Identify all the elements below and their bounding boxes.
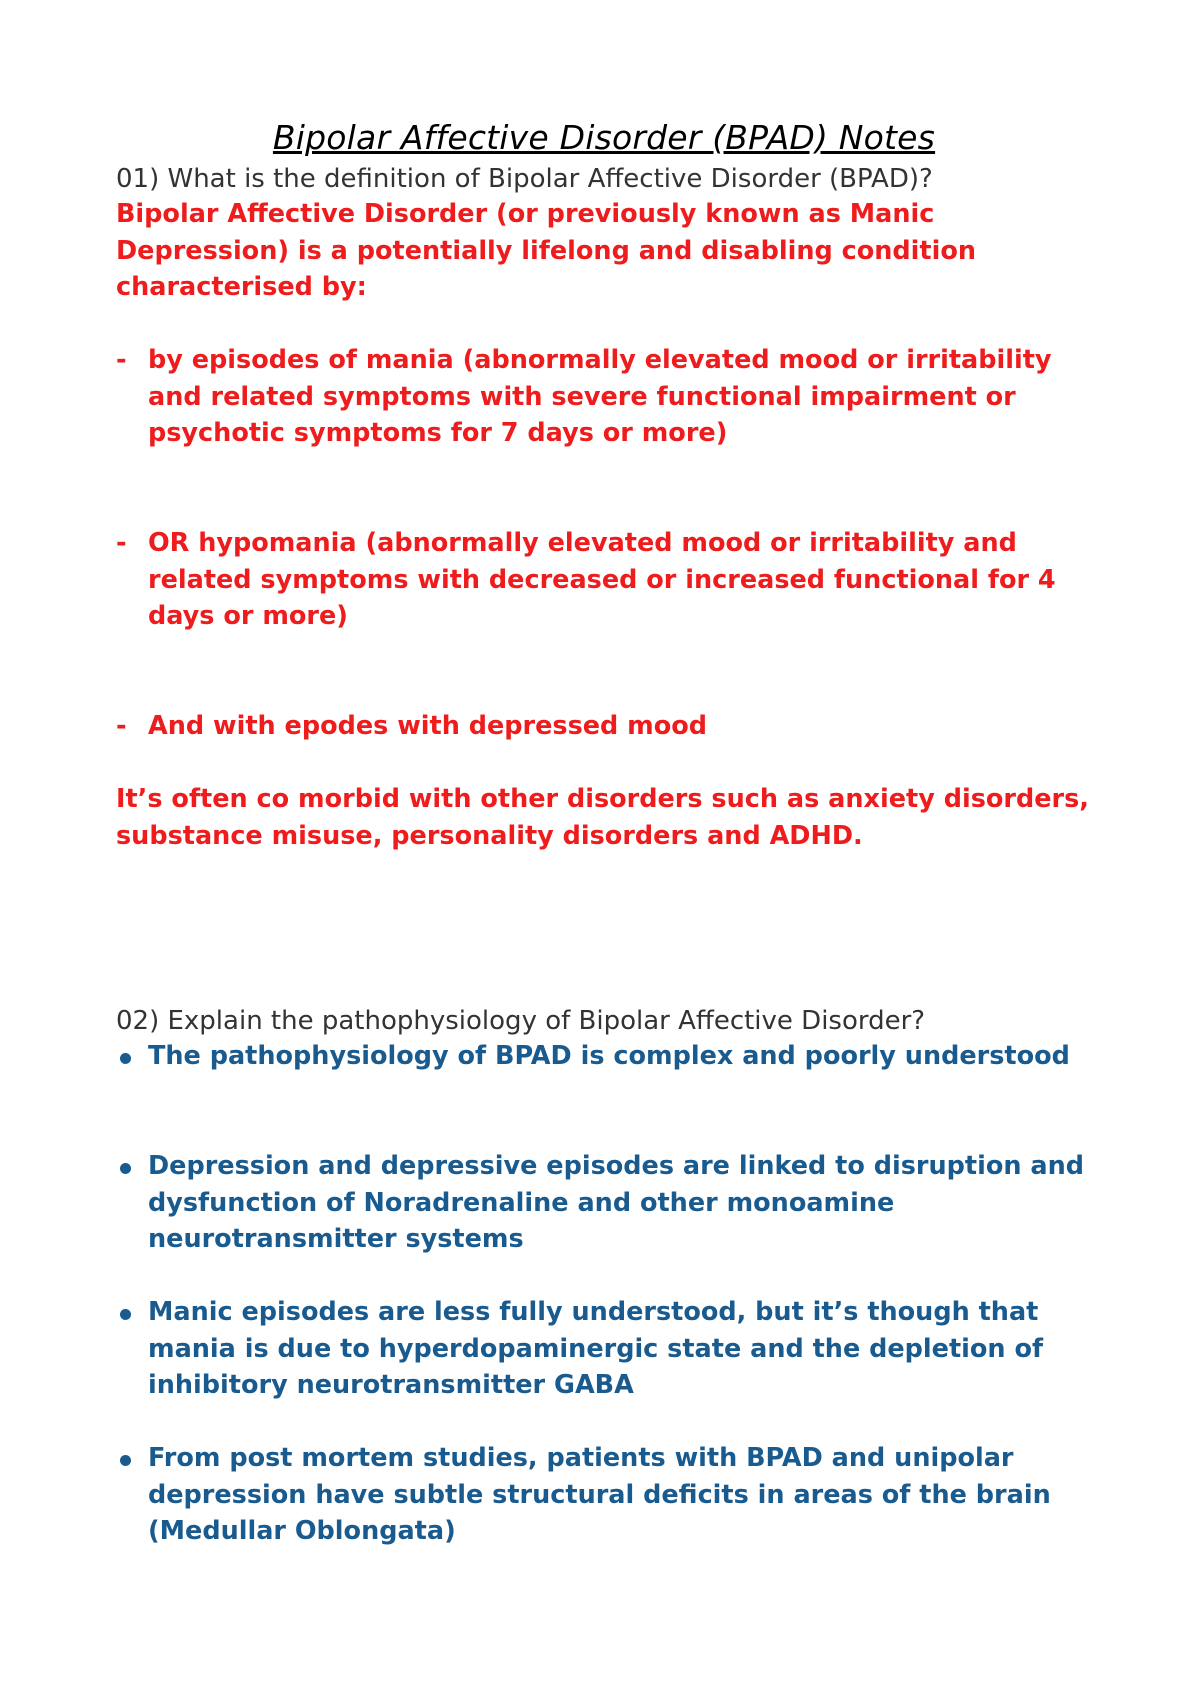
bullet-dot-icon [120, 1309, 131, 1320]
q1-comorbid-paragraph: It’s often co morbid with other disorders such as anxiety disorders, substance misuse, personality disorders and ADHD. [116, 784, 1089, 851]
bullet-item-text: Depression and depressive episodes are linked to disruption and dysfunction of Noradrenaline and other monoamine neurotransmitter systems [148, 1151, 1085, 1254]
question-1: 01) What is the definition of Bipolar Affective Disorder (BPAD)? [116, 164, 933, 194]
q2-bullet-item [116, 1294, 1106, 1404]
bullet-dot-icon [120, 1163, 131, 1174]
dash-item-text: by episodes of mania (abnormally elevated mood or irritability and related symptoms with severe functional impairment or psychotic symptoms for 7 days or more) [148, 345, 1052, 448]
q2-bullet-item [116, 1440, 1106, 1550]
bullet-dot-icon [120, 1455, 131, 1466]
question-2: 02) Explain the pathophysiology of Bipolar Affective Disorder? [116, 1006, 926, 1036]
q1-intro-paragraph: Bipolar Affective Disorder (or previously known as Manic Depression) is a potentially lifelong and disabling condition characterised by: [116, 199, 976, 302]
document-title: Bipolar Affective Disorder (BPAD) Notes [272, 118, 936, 157]
dash-marker: - [116, 528, 127, 558]
q2-bullet-item [116, 1148, 1106, 1258]
q2-bullet-item [116, 1038, 1106, 1075]
q1-dash-item [116, 708, 1106, 745]
q1-dash-item [116, 525, 1106, 635]
bullet-item-text: The pathophysiology of BPAD is complex and poorly understood [148, 1041, 1070, 1071]
bullet-item-text: Manic episodes are less fully understood, but it’s though that mania is due to hyperdopaminergic state and the depletion of inhibitory neurotransmitter GABA [148, 1297, 1044, 1400]
dash-marker: - [116, 711, 127, 741]
dash-item-text: And with epodes with depressed mood [148, 711, 708, 741]
q1-dash-item [116, 342, 1106, 452]
bullet-item-text: From post mortem studies, patients with BPAD and unipolar depression have subtle structural deficits in areas of the brain (Medullar Oblongata) [148, 1443, 1051, 1546]
bullet-dot-icon [120, 1053, 131, 1064]
dash-item-text: OR hypomania (abnormally elevated mood or irritability and related symptoms with decreased or increased functional for 4 days or more) [148, 528, 1056, 631]
dash-marker: - [116, 345, 127, 375]
